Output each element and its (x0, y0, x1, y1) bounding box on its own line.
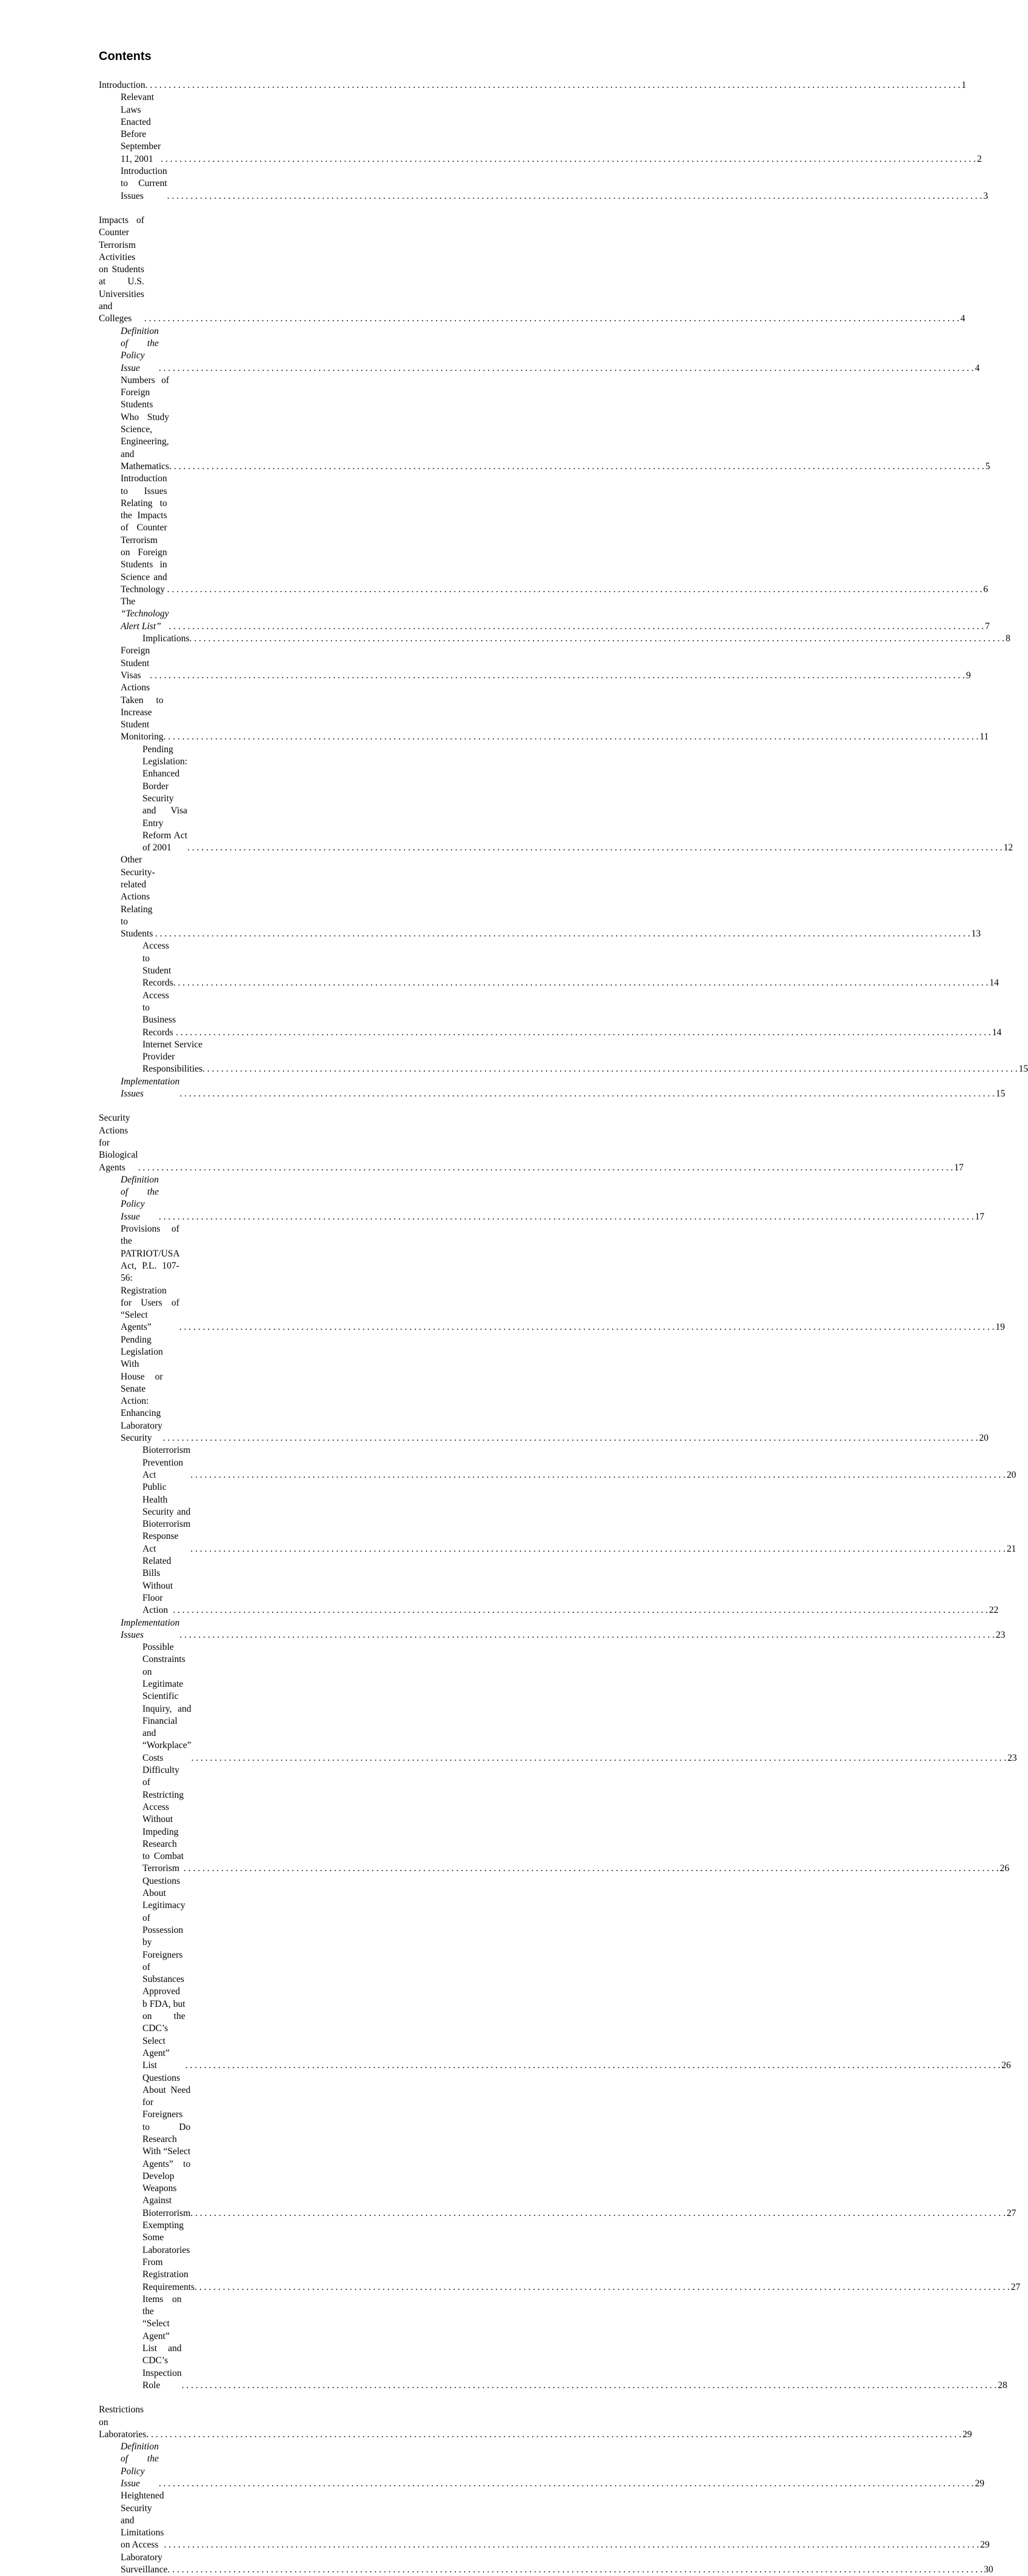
toc-entry-title (142, 990, 176, 1039)
dot-leader (163, 1432, 978, 1444)
toc-entry-title (142, 744, 187, 855)
toc-entry-text: Introduction to Issues Relating to the Impacts of Counter Terrorism on Foreign Students in Science and Technology (121, 473, 167, 595)
toc-entry-text: Pending Legislation With House or Senate Action: Enhancing Laboratory Security (121, 1334, 163, 1444)
toc-page-number: 26 (1000, 1863, 1010, 1874)
toc-entry-title (99, 2404, 146, 2441)
dot-leader (167, 584, 983, 596)
dot-leader (182, 2380, 997, 2392)
toc-page-number: 21 (1006, 1543, 1016, 1554)
toc-entry-text: Implementation Issues (121, 1076, 180, 1099)
dot-leader (190, 633, 1005, 645)
toc-page-number: 2 (976, 153, 982, 164)
dot-leader (184, 1863, 999, 1875)
toc-entry[interactable] (99, 1076, 1006, 1101)
toc-entry-text: Access to Student Records (142, 941, 173, 989)
toc-entry-title (121, 2441, 159, 2490)
toc-entry-title (121, 1334, 163, 1445)
dot-leader (185, 2060, 1001, 2072)
toc-entry-title (121, 375, 169, 473)
toc-entry[interactable] (99, 165, 988, 202)
toc-entry-text: Laboratory Surveillance (121, 2552, 168, 2575)
dot-leader (169, 621, 984, 633)
toc-entry-title (99, 215, 144, 325)
toc-entry-text: Definition of the Policy Issue (121, 2441, 159, 2489)
toc-entry[interactable] (99, 2294, 1007, 2392)
toc-entry[interactable] (99, 990, 1002, 1039)
dot-leader (164, 731, 979, 743)
dot-leader (159, 1211, 974, 1223)
toc-entry-text: Questions About Legitimacy of Possession by Foreigners of Substances Approved b FDA, but on the CDC’s Select Agent” List (142, 1875, 185, 2071)
dot-leader (144, 313, 960, 325)
dot-leader (138, 1162, 953, 1174)
toc-page-number: 22 (989, 1605, 999, 1616)
toc-entry-title (121, 854, 155, 940)
toc-page (99, 50, 1028, 2576)
toc-page-number: 29 (975, 2478, 984, 2489)
toc-page-number: 20 (1006, 1469, 1016, 1480)
toc-entry-text: The (121, 596, 136, 607)
toc-page-number: 5 (985, 461, 990, 472)
toc-entry[interactable] (99, 645, 971, 682)
toc-entry-title (121, 1617, 179, 1642)
toc-entry[interactable] (99, 375, 990, 473)
toc-entry[interactable] (99, 1555, 999, 1617)
toc-entry[interactable] (99, 2072, 1016, 2220)
toc-entry[interactable] (99, 682, 989, 743)
toc-entry[interactable] (99, 1112, 964, 1173)
toc-entry-text: Actions Taken to Increase Student Monitoring (121, 682, 164, 742)
toc-page-number: 27 (1006, 2207, 1016, 2218)
toc-page-number: 6 (983, 584, 988, 595)
toc-entry[interactable] (99, 473, 988, 596)
toc-entry-text: Numbers of Foreign Students Who Study Science, Engineering, and Mathematics (121, 375, 170, 472)
toc-entry-title (142, 940, 173, 989)
toc-entry[interactable] (99, 744, 1013, 855)
toc-entry-text: Internet Service Provider Responsibilities (142, 1039, 203, 1075)
toc-entry-title (142, 1039, 202, 1076)
toc-entry-title (121, 682, 164, 743)
toc-entry-title (121, 1174, 159, 1223)
toc-page-number: 4 (960, 313, 966, 324)
toc-entry-title (121, 645, 150, 682)
toc-entry[interactable] (99, 2220, 1021, 2294)
toc-page-number: 19 (995, 1322, 1005, 1333)
dot-leader (187, 842, 1003, 854)
dot-leader (155, 928, 970, 940)
toc-entry-title (142, 2072, 190, 2220)
toc-entry-title (142, 1555, 173, 1617)
dot-leader (179, 1088, 995, 1100)
toc-entry-text: Other Security-related Actions Relating to Students (121, 855, 155, 939)
toc-entry-text: Implementation Issues (121, 1617, 180, 1640)
toc-entry-text: Introduction to Current Issues (121, 166, 167, 201)
dot-leader (190, 1469, 1006, 1481)
toc-entry-title (121, 165, 167, 202)
toc-page-number: 14 (992, 1027, 1002, 1038)
dot-leader (150, 670, 965, 682)
dot-leader (202, 1063, 1018, 1075)
toc-entry[interactable] (99, 633, 1010, 645)
dot-leader (159, 2478, 974, 2490)
toc-page-number: 17 (954, 1162, 964, 1173)
dot-leader (164, 2539, 979, 2551)
page-title: Contents (99, 50, 152, 63)
toc-entry-text: Foreign Student Visas (121, 646, 150, 681)
dot-leader (159, 362, 974, 375)
toc-entry[interactable] (99, 1617, 1006, 1642)
toc-entry[interactable] (99, 940, 999, 989)
dot-leader (195, 2281, 1010, 2294)
dot-leader (190, 1543, 1006, 1555)
toc-entry-text-italic: “Technology Alert List” (121, 609, 169, 632)
toc-entry[interactable] (99, 215, 966, 325)
toc-entry-text: Difficulty of Restricting Access Without Impeding Research to Combat Terrorism (142, 1765, 184, 1874)
toc-entry-title (121, 2490, 164, 2551)
dot-leader (161, 153, 976, 165)
toc-page-number: 3 (983, 190, 988, 201)
toc-entry[interactable] (99, 92, 982, 165)
toc-entry-text: Heightened Security and Limitations on Access (121, 2491, 164, 2551)
toc-entry-text: Items on the “Select Agent” List and CDC’s Inspection Role (142, 2294, 182, 2391)
toc-page-number: 4 (975, 362, 980, 373)
toc-entry[interactable] (99, 1334, 989, 1445)
toc-entry-text: Definition of the Policy Issue (121, 1174, 159, 1222)
toc-entry-text: Related Bills Without Floor Action (142, 1556, 173, 1616)
toc-entry-text: Provisions of the PATRIOT/USA Act, P.L. 107-56: Registration for Users of “Select Agents” (121, 1224, 180, 1333)
toc-entry[interactable] (99, 2552, 993, 2576)
toc-page-number: 15 (995, 1089, 1006, 1099)
toc-page-number: 12 (1003, 843, 1013, 853)
dot-leader (179, 1629, 995, 1641)
toc-entry-text: Implications (142, 633, 190, 644)
dot-leader (179, 1321, 995, 1333)
toc-entry-text: Possible Constraints on Legitimate Scientific Inquiry, and Financial and “Workplace” Costs (142, 1642, 192, 1763)
toc-entry-text: Questions About Need for Foreigners to Do Research With “Select Agents” to Develop Weapons Against Bioterrorism (142, 2072, 191, 2218)
toc-page-number: 9 (966, 670, 971, 681)
toc-entry-title (142, 1641, 192, 1764)
toc-entry-title (142, 633, 190, 645)
toc-entry-text: Relevant Laws Enacted Before September 11, 2001 (121, 92, 161, 164)
dot-leader (173, 977, 989, 989)
toc-entry-text: Public Health Security and Bioterrorism Response Act (142, 1482, 191, 1554)
toc-entry-title (121, 325, 159, 375)
toc-page-number: 27 (1010, 2281, 1021, 2292)
toc-entry[interactable] (99, 1764, 1010, 1875)
toc-entry[interactable] (99, 2490, 990, 2551)
toc-entry-text: Exempting Some Laboratories From Registration Requirements (142, 2220, 195, 2292)
toc-entry-text: Impacts of Counter Terrorism Activities on Students at U.S. Universities and Colleges (99, 215, 144, 324)
toc-entry-title (121, 473, 167, 596)
toc-entry-title (142, 1764, 184, 1875)
toc-page-number: 13 (971, 929, 981, 939)
toc-entry[interactable] (99, 2404, 972, 2441)
toc-entry-title (121, 596, 169, 633)
toc-entry-title (121, 2552, 167, 2576)
toc-page-number: 29 (980, 2540, 990, 2551)
toc-page-number: 28 (998, 2380, 1007, 2391)
dot-leader (176, 1027, 991, 1039)
toc-entry[interactable] (99, 1875, 1011, 2072)
toc-page-number: 26 (1001, 2060, 1011, 2071)
dot-leader (145, 79, 961, 92)
toc-page-number: 8 (1006, 633, 1010, 644)
toc-page-number: 17 (975, 1211, 984, 1222)
toc-entry-title (99, 1112, 138, 1173)
toc-page-number: 15 (1018, 1064, 1028, 1075)
dot-leader (167, 2564, 983, 2576)
toc-page-number: 1 (961, 80, 966, 90)
toc-entry-title (99, 79, 145, 92)
toc-entry[interactable] (99, 1641, 1017, 1764)
toc-entry[interactable] (99, 1174, 984, 1223)
toc-entry[interactable] (99, 2441, 984, 2490)
toc-page-number: 29 (962, 2429, 972, 2440)
toc-entry-title (142, 1481, 190, 1555)
dot-leader (173, 1604, 988, 1617)
toc-page-number: 20 (979, 1433, 989, 1444)
toc-page-number: 30 (984, 2564, 993, 2575)
toc-page-number: 7 (985, 621, 990, 632)
toc-entry-text: Definition of the Policy Issue (121, 325, 159, 373)
toc-entry[interactable] (99, 596, 990, 633)
toc-entry[interactable] (99, 854, 981, 940)
toc-entry-title (121, 1223, 179, 1334)
toc-page-number: 14 (989, 978, 999, 989)
toc-entry[interactable] (99, 79, 966, 92)
toc-page-number: 11 (980, 732, 989, 742)
toc-entry[interactable] (99, 1039, 1028, 1076)
toc-entry-text: Bioterrorism Prevention Act (142, 1445, 191, 1480)
toc-entry-title (142, 1444, 190, 1481)
toc-entry[interactable] (99, 1481, 1016, 1555)
dot-leader (190, 2207, 1006, 2220)
dot-leader (167, 190, 983, 202)
toc-entry-text: Introduction (99, 80, 145, 90)
table-of-contents (99, 79, 1028, 2576)
toc-page-number: 23 (1007, 1752, 1017, 1763)
toc-entry-text: Restrictions on Laboratories (99, 2404, 147, 2440)
toc-entry-text: Security Actions for Biological Agents (99, 1113, 138, 1173)
toc-entry[interactable] (99, 1223, 1005, 1334)
toc-entry-title (142, 1875, 185, 2072)
toc-entry-title (121, 92, 161, 165)
dot-leader (146, 2429, 961, 2441)
toc-entry[interactable] (99, 325, 980, 375)
toc-entry-text: Access to Business Records (142, 990, 176, 1038)
dot-leader (169, 461, 984, 473)
toc-entry-text: Pending Legislation: Enhanced Border Security and Visa Entry Reform Act of 2001 (142, 744, 188, 853)
toc-entry-title (121, 1076, 179, 1101)
toc-entry-title (142, 2294, 182, 2392)
toc-page-number: 23 (995, 1629, 1006, 1640)
toc-entry-title (142, 2220, 195, 2294)
dot-leader (192, 1752, 1007, 1764)
toc-entry[interactable] (99, 1444, 1016, 1481)
